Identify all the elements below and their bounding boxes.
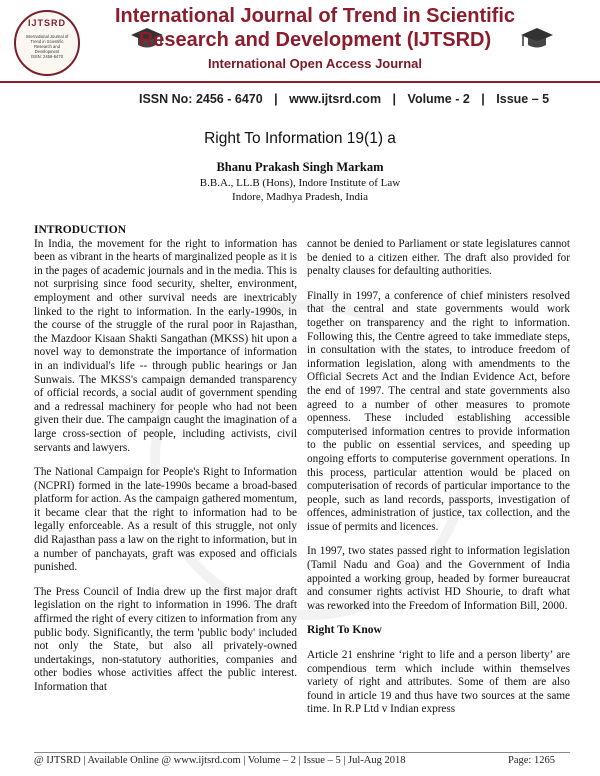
open-access-label: International Open Access Journal [207,56,423,71]
logo-text [24,34,70,59]
right-paragraph-4: Article 21 enshrine ‘right to life and a person liberty’ are compendious term which include within themselves variety of right and attributes. Some of them are also found in article 19 and thus have two sources at the same time. In R.P Ltd v Indian express [307,649,570,716]
info-separator: | [392,92,397,106]
author-affiliation-line1: B.B.A., LL.B (Hons), Indore Institute of Law [199,177,401,189]
issn-number: ISSN No: 2456 - 6470 [139,92,263,106]
info-separator: | [481,92,485,106]
page-number: Page: 1265 [508,755,555,766]
website-link[interactable]: www.ijtsrd.com [289,92,382,106]
right-to-know-heading: Right To Know [307,624,382,637]
left-paragraph-2: The National Campaign for People's Right to Information (NCPRI) formed in the late-1990s became a broad-based platform for action. As the campaign gathered momentum, it became clear that the right to information had to be legally enforceable. As a result of this struggle, not only did Rajasthan pass a law on the right to information, but in a number of panchayats, graft was exposed and officials punished. [34,466,297,574]
left-paragraph-1: In India, the movement for the right to information has been as vibrant in the hearts of marginalized people as it is in the pages of academic journals and in the media. This is not surprising since food security, shelter, environment, employment and other survival needs are inextricably linked to the right to information. In the early-1990s, in the course of the struggle of the rural poor in Rajasthan, the Mazdoor Kisaan Shakti Sangathan (MKSS) hit upon a novel way to demonstrate the importance of information in an individual's life -- through public hearings or Jan Sunwais. The MKSS's campaign demanded transparency of official records, a social audit of government spending and a redressal machinery for people who had not been given their due. The campaign caught the imagination of a large cross-section of people, including activists, civil servants and lawyers. [34,237,297,454]
logo-name: IJTSRD [27,18,66,28]
author-affiliation-line2: Indore, Madhya Pradesh, India [232,191,368,203]
paper-title: Right To Information 19(1) a [204,130,396,147]
logo-journal-name: International Journal of Trend in Scientific Research and Development [25,34,69,54]
journal-title-line2: Research and Development (IJTSRD) [138,29,492,51]
journal-logo [14,10,80,76]
volume-label: Volume - 2 [407,92,470,106]
header-divider [0,81,600,83]
issue-label: Issue – 5 [496,92,550,106]
right-paragraph-2: Finally in 1997, a conference of chief ministers resolved that the central and state governments would work together on transparency and the right to information. Following this, the Centre agreed to take immediate steps, in consultation with the states, to introduce freedom of information legislation, along with amendments to the Official Secrets Act and the Indian Evidence Act, before the end of 1997. The central and state governments also agreed to a number of other measures to promote openness. These included establishing accessible computerised information centres to provide information to the public on essential services, and speeding up ongoing efforts to computerise government operations. In this process, particular attention would be placed on computerisation of records of particular importance to the people, such as land records, passports, investigation of offences, administration of justice, tax collection, and the issue of permits and licences. [307,289,570,533]
footer-divider [34,752,570,753]
author-name: Bhanu Prakash Singh Markam [216,160,384,174]
right-column [307,238,570,728]
journal-title [95,4,535,52]
left-column [34,224,297,706]
logo-issn: ISSN: 2456-6470 [30,54,64,59]
journal-title-line1: International Journal of Trend in Scientific [114,5,516,27]
journal-info-bar [135,88,595,110]
left-paragraph-3: The Press Council of India drew up the first major draft legislation on the right to information in 1996. The draft affirmed the right of every citizen to information from any public body. Significantly, the term 'public body' included not only the State, but also all privately-owned undertakings, non-statutory authorities, companies and other bodies whose activities affect the public interest. Information that [34,585,297,693]
introduction-heading: INTRODUCTION [34,224,127,236]
info-separator: | [274,92,278,106]
journal-header [0,0,600,92]
page-footer: @ IJTSRD | Available Online @ www.ijtsrd.com | Volume – 2 | Issue – 5 | Jul-Aug 2018 [34,755,406,766]
right-paragraph-1: cannot be denied to Parliament or state legislatures cannot be denied to a citizen either. The draft also provided for penalty clauses for defaulting authorities. [307,238,570,278]
right-paragraph-3: In 1997, two states passed right to information legislation (Tamil Nadu and Goa) and the Government of India appointed a working group, headed by former bureaucrat and consumer rights activist HD Shourie, to draft what was reworked into the Freedom of Information Bill, 2000. [307,545,570,612]
